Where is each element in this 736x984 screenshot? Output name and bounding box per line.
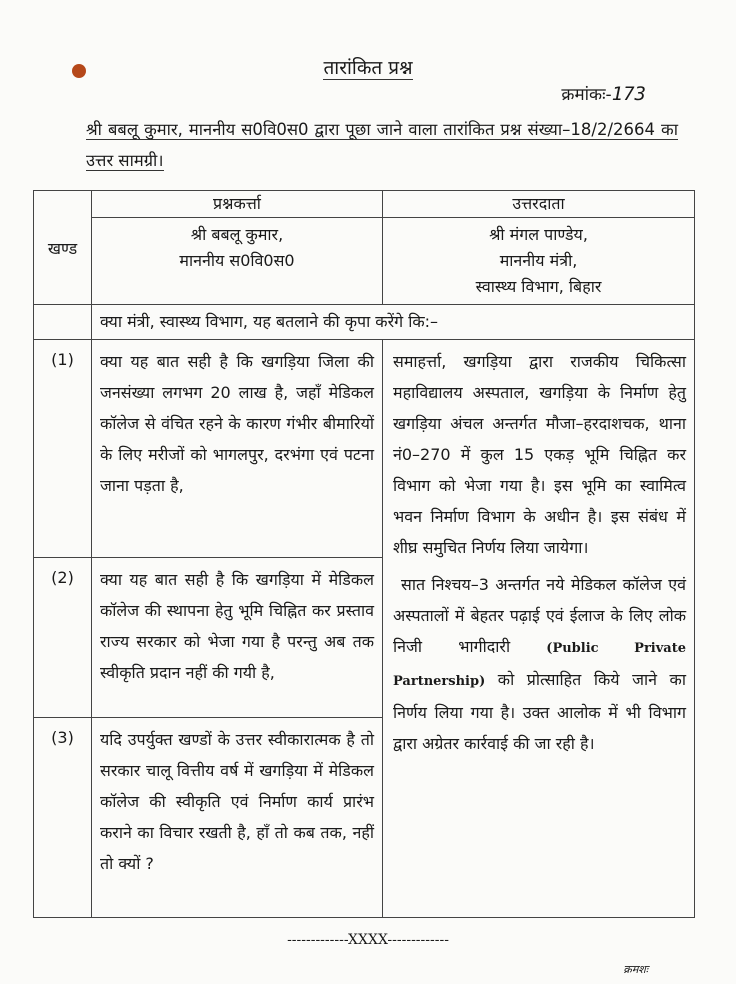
question-prompt: क्या मंत्री, स्वास्थ्य विभाग, यह बतलाने की कृपा करेंगे कि:– [92, 305, 695, 340]
responder-line: माननीय मंत्री, [499, 251, 578, 270]
serial-value: 173 [611, 83, 646, 105]
answer-cell [383, 340, 695, 918]
intro-text [86, 114, 678, 176]
page-title [0, 54, 736, 80]
intro-line: श्री बबलू कुमार, माननीय स0वि0स0 द्वारा पूछा जाने वाला तारांकित प्रश्न संख्या–18/2/2664 का उत्तर सामग्री। [86, 120, 678, 170]
answer-text: को प्रोत्साहित किये जाने का निर्णय लिया गया है। उक्त आलोक में भी विभाग द्वारा अग्रेतर कार्रवाई की जा रही है। [393, 670, 686, 753]
question-text: क्या यह बात सही है कि खगड़िया में मेडिकल कॉलेज की स्थापना हेतु भूमि चिह्नित कर प्रस्ताव राज्य सरकार को भेजा गया है परन्तु अब तक स्वीकृति प्रदान नहीं की गयी है, [92, 558, 383, 718]
responder-line: स्वास्थ्य विभाग, बिहार [475, 277, 602, 296]
row-number: (2) [34, 558, 92, 718]
question-text: यदि उपर्युक्त खण्डों के उत्तर स्वीकारात्मक है तो सरकार चालू वित्तीय वर्ष में खगड़िया में मेडिकल कॉलेज की स्वीकृति एवं निर्माण कार्य प्रारंभ कराने का विचार रखती है, हाँ तो कब तक, नहीं तो क्यों ? [92, 718, 383, 918]
serial-label: क्रमांकः- [561, 85, 612, 105]
responder-header: उत्तरदाता [383, 191, 695, 218]
empty-cell [34, 305, 92, 340]
questioner-header: प्रश्नकर्त्ता [92, 191, 383, 218]
questioner-name [92, 218, 383, 305]
question-answer-table [33, 190, 695, 918]
end-mark: -------------XXXX------------- [287, 932, 449, 948]
khand-header: खण्ड [34, 191, 92, 305]
serial-number [561, 82, 646, 105]
questioner-line: श्री बबलू कुमार, [190, 225, 284, 244]
questioner-line: माननीय स0वि0स0 [179, 251, 295, 270]
title-text: तारांकित प्रश्न [323, 57, 413, 79]
answer-paragraph: समाहर्त्ता, खगड़िया द्वारा राजकीय चिकित्सा महाविद्यालय अस्पताल, खगड़िया के निर्माण हेतु खगड़िया अंचल अन्तर्गत मौजा–हरदाशचक, थाना नं0–270 में कुल 15 एकड़ भूमि चिह्नित कर विभाग को भेजा गया है। इस भूमि का स्वामित्व भवन निर्माण विभाग के अधीन है। इस संबंध में शीघ्र समुचित निर्णय लिया जायेगा। [393, 352, 686, 557]
answer-paragraph [393, 569, 686, 759]
row-number: (1) [34, 340, 92, 558]
responder-line: श्री मंगल पाण्डेय, [489, 225, 588, 244]
answer-text: सात निश्चय–3 अन्तर्गत नये मेडिकल कॉलेज एवं अस्पतालों में बेहतर पढ़ाई एवं ईलाज के लिए लोक निजी भागीदारी [393, 575, 686, 656]
question-text: क्या यह बात सही है कि खगड़िया जिला की जनसंख्या लगभग 20 लाख है, जहाँ मेडिकल कॉलेज से वंचित रहने के कारण गंभीर बीमारियों के लिए मरीजों को भागलपुर, दरभंगा एवं पटना जाना पड़ता है, [92, 340, 383, 558]
responder-name [383, 218, 695, 305]
continued-note: क्रमशः [623, 963, 648, 976]
row-number: (3) [34, 718, 92, 918]
answer-english-term: (Public Private Partnership) [393, 641, 686, 689]
